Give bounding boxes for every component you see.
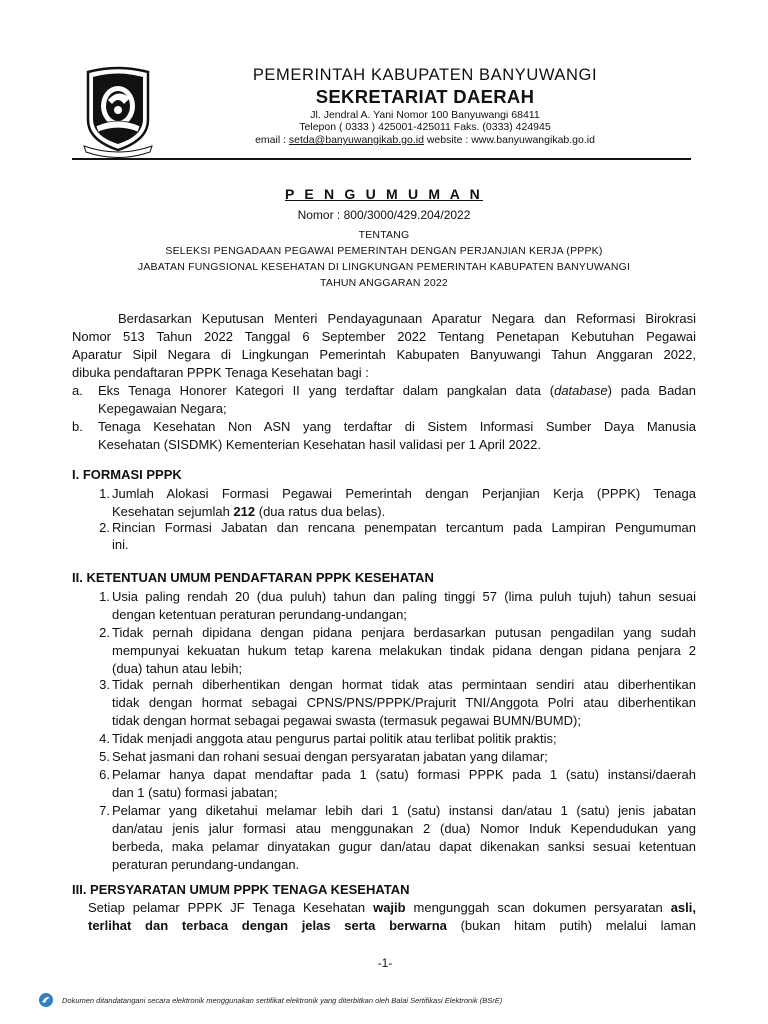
office-name: SEKRETARIAT DAERAH — [315, 86, 535, 107]
item-number: 2. — [99, 520, 110, 535]
item-line: Tidak pernah dipidana dengan pidana penjara berdasarkan putusan pengadilan yang sudah — [112, 625, 696, 640]
list-item-line: Kesehatan (SISDMK) Kementerian Kesehatan hasil validasi per 1 April 2022. — [98, 437, 541, 452]
section-heading-persyaratan: III. PERSYARATAN UMUM PPPK TENAGA KESEHATAN — [72, 882, 410, 897]
list-marker: a. — [72, 383, 83, 398]
intro-line: Nomor 513 Tahun 2022 Tanggal 6 September 2022 Tentang Penetapan Kebutuhan Pegawai — [72, 329, 696, 344]
item-line: tidak dengan hormat sebagai CPNS/PNS/PPPK/Prajurit TNI/Anggota Polri atau diberhentikan — [112, 695, 696, 710]
announcement-heading: P E N G U M U M A N — [285, 186, 483, 202]
item-line: dan 1 (satu) formasi jabatan; — [112, 785, 278, 800]
item-line: berbeda, maka pelamar dinyatakan gugur dan/atau dapat dikenakan sanksi sesuai ketentuan — [112, 839, 696, 854]
intro-line: Aparatur Sipil Negara di Lingkungan Pemerintah Kabupaten Banyuwangi Tahun Anggaran 2022, — [72, 347, 696, 362]
item-line: (dua) tahun atau lebih; — [112, 661, 243, 676]
intro-line: dibuka pendaftaran PPPK Tenaga Kesehatan bagi : — [72, 365, 369, 380]
item-line: dengan ketentuan peraturan perundang-undangan; — [112, 607, 407, 622]
item-line: ini. — [112, 537, 129, 552]
item-number: 6. — [99, 767, 110, 782]
list-item-line: Kepegawaian Negara; — [98, 401, 227, 416]
item-line: tidak dengan hormat sebagai pegawai swasta (termasuk pegawai BUMN/BUMD); — [112, 713, 581, 728]
intro-line: Berdasarkan Keputusan Menteri Pendayagunaan Aparatur Negara dan Reformasi Birokrasi — [118, 311, 696, 326]
item-line: peraturan perundang-undangan. — [112, 857, 300, 872]
allocation-count: 212 — [233, 504, 256, 519]
item-line: Usia paling rendah 20 (dua puluh) tahun dan paling tinggi 57 (lima puluh tujuh) tahun sesuai — [112, 589, 696, 604]
section-heading-ketentuan: II. KETENTUAN UMUM PENDAFTARAN PPPK KESEHATAN — [72, 570, 434, 585]
item-number: 5. — [99, 749, 110, 764]
item-number: 1. — [99, 486, 110, 501]
bsre-signature-icon — [38, 992, 54, 1008]
about-label: TENTANG — [358, 229, 410, 241]
list-item-line: Eks Tenaga Honorer Kategori II yang terdaftar dalam pangkalan data (database) pada Badan — [98, 383, 696, 398]
item-line: Tidak pernah diberhentikan dengan hormat tidak atas permintaan sendiri atau diberhentikan — [112, 677, 696, 692]
item-line: Sehat jasmani dan rohani sesuai dengan persyaratan jabatan yang dilamar; — [112, 749, 548, 764]
item-number: 3. — [99, 677, 110, 692]
section-heading-formasi: I. FORMASI PPPK — [72, 467, 182, 482]
page-number: -1- — [377, 956, 393, 970]
item-number: 4. — [99, 731, 110, 746]
subject-line-2: JABATAN FUNGSIONAL KESEHATAN DI LINGKUNGAN PEMERINTAH KABUPATEN BANYUWANGI — [137, 261, 631, 273]
electronic-signature-note: Dokumen ditandatangani secara elektronik menggunakan sertifikat elektronik yang diterbitkan oleh Balai Sertifikasi Elektronik (BSrE) — [62, 996, 503, 1005]
email-link[interactable]: setda@banyuwangikab.go.id — [288, 134, 424, 146]
list-item-line: Tenaga Kesehatan Non ASN yang terdaftar di Sistem Informasi Sumber Daya Manusia — [98, 419, 696, 434]
office-phone: Telepon ( 0333 ) 425001-425011 Faks. (0333) 424945 — [299, 121, 551, 133]
item-line: Rincian Formasi Jabatan dan rencana penempatan tercantum pada Lampiran Pengumuman — [112, 520, 696, 535]
item-line: Pelamar yang diketahui melamar lebih dari 1 (satu) instansi dan/atau 1 (satu) jenis jabatan — [112, 803, 696, 818]
subject-line-1: SELEKSI PENGADAAN PEGAWAI PEMERINTAH DENGAN PERJANJIAN KERJA (PPPK) — [165, 245, 603, 257]
item-number: 7. — [99, 803, 110, 818]
item-line: Jumlah Alokasi Formasi Pegawai Pemerintah dengan Perjanjian Kerja (PPPK) Tenaga — [112, 486, 696, 501]
announcement-title — [72, 186, 696, 202]
item-line: mempunyai kekuatan hukum tetap karena melakukan tindak pidana dengan pidana penjara 2 — [112, 643, 696, 658]
email-prefix: email : — [255, 134, 289, 146]
subject-line-3: TAHUN ANGGARAN 2022 — [320, 277, 448, 289]
requirements-line: terlihat dan terbaca dengan jelas serta berwarna (bukan hitam putih) melalui laman — [88, 918, 697, 933]
letterhead-divider — [72, 158, 691, 160]
item-line: Kesehatan sejumlah 212 (dua ratus dua belas). — [112, 504, 386, 519]
office-address: Jl. Jendral A. Yani Nomor 100 Banyuwangi 68411 — [310, 109, 540, 121]
item-number: 1. — [99, 589, 110, 604]
regency-coat-of-arms-logo — [80, 66, 156, 158]
announcement-number: Nomor : 800/3000/429.204/2022 — [297, 208, 471, 222]
database-term: database — [554, 383, 608, 398]
government-name: PEMERINTAH KABUPATEN BANYUWANGI — [252, 66, 598, 84]
item-line: Tidak menjadi anggota atau pengurus partai politik atau terlibat politik praktis; — [112, 731, 557, 746]
requirements-line: Setiap pelamar PPPK JF Tenaga Kesehatan wajib mengunggah scan dokumen persyaratan asli, — [88, 900, 696, 915]
list-marker: b. — [72, 419, 83, 434]
item-number: 2. — [99, 625, 110, 640]
website-text: website : www.banyuwangikab.go.id — [423, 134, 595, 146]
item-line: dan/atau jenis jalur formasi atau menggunakan 2 (dua) Nomor Induk Kependudukan yang — [112, 821, 696, 836]
office-contact — [160, 134, 690, 147]
item-line: Pelamar hanya dapat mendaftar pada 1 (satu) formasi PPPK pada 1 (satu) instansi/daerah — [112, 767, 696, 782]
